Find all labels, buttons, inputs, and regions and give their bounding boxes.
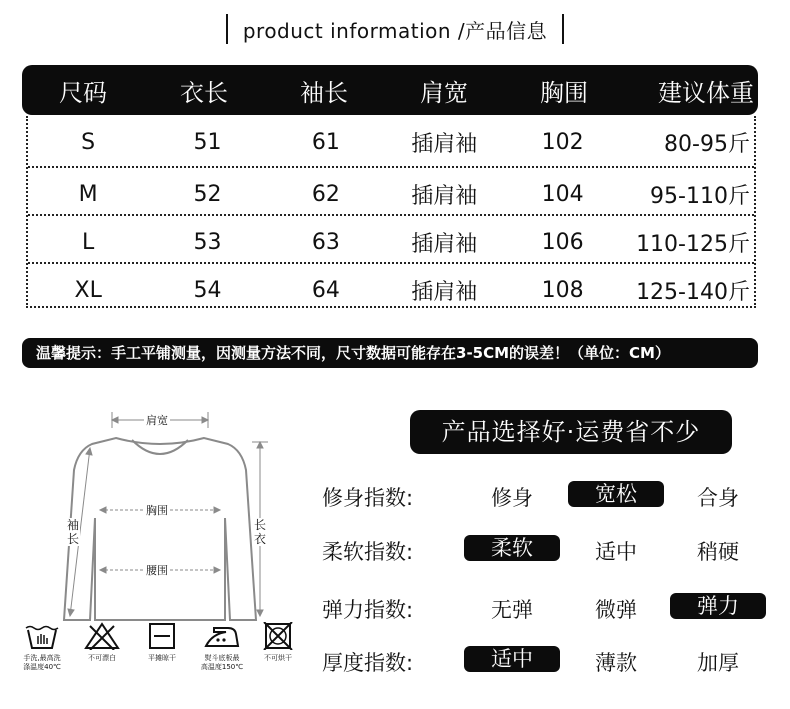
cell-chest: 104 <box>541 181 584 207</box>
cell-size: XL <box>74 277 102 303</box>
row-divider <box>28 166 754 168</box>
section-title <box>0 14 790 50</box>
sleeve-label: 袖长 <box>66 518 79 546</box>
measurement-diagram <box>20 398 310 628</box>
measurement-note: 温馨提示：手工平铺测量，因测量方法不同，尺寸数据可能存在3-5CM的误差！（单位：CM） <box>22 338 758 368</box>
header-shoulder: 肩宽 <box>420 78 468 107</box>
line-dry-icon <box>144 622 180 650</box>
cell-sleeve: 64 <box>311 277 340 303</box>
cell-shoulder: 插肩袖 <box>411 279 478 305</box>
option-no-stretch: 无弹 <box>491 598 533 622</box>
care-caption: 手洗,最高洗 涤温度40℃ <box>23 654 61 671</box>
table-row <box>28 266 754 314</box>
cell-chest: 102 <box>541 129 584 155</box>
care-caption: 不可烘干 <box>264 654 292 662</box>
size-table-header <box>22 65 758 115</box>
option-stretch-selected: 弹力 <box>670 593 766 619</box>
header-length: 衣长 <box>180 78 228 107</box>
elasticity-index-label: 弹力指数: <box>322 598 414 622</box>
title-text: product information /产品信息 <box>242 18 548 43</box>
cell-shoulder: 插肩袖 <box>411 231 478 257</box>
title-right-bar <box>562 14 564 44</box>
table-row <box>28 118 754 166</box>
table-row <box>28 218 754 266</box>
cell-chest: 108 <box>541 277 584 303</box>
no-tumble-dry-icon <box>260 622 296 650</box>
elasticity-index-row <box>322 590 772 624</box>
hand-wash-icon <box>24 622 60 650</box>
cell-size: L <box>82 229 95 255</box>
size-table-body <box>26 116 756 308</box>
table-row <box>28 170 754 218</box>
cell-sleeve: 62 <box>311 181 340 207</box>
cell-sleeve: 63 <box>311 229 340 255</box>
header-weight: 建议体重 <box>658 78 754 107</box>
option-medium: 适中 <box>595 540 637 564</box>
care-no-bleach <box>74 622 130 663</box>
header-sleeve: 袖长 <box>300 78 348 107</box>
option-slim: 修身 <box>491 486 533 510</box>
cell-sleeve: 61 <box>311 129 340 155</box>
care-iron <box>194 622 250 672</box>
care-hand-wash <box>14 622 70 672</box>
cell-weight: 80-95斤 <box>664 131 750 157</box>
shoulder-label: 肩宽 <box>146 414 168 427</box>
option-thin: 薄款 <box>595 651 637 675</box>
care-caption: 熨斗底板最 高温度150℃ <box>200 654 244 671</box>
cell-weight: 125-140斤 <box>636 279 750 305</box>
thickness-index-label: 厚度指数: <box>322 651 414 675</box>
thickness-index-row <box>322 643 772 677</box>
no-bleach-icon <box>84 622 120 650</box>
care-line-dry <box>134 622 190 663</box>
fit-index-label: 修身指数: <box>322 486 414 510</box>
option-thick: 加厚 <box>697 651 739 675</box>
option-firm: 稍硬 <box>697 540 739 564</box>
softness-index-row <box>322 532 772 566</box>
option-soft-selected: 柔软 <box>464 535 560 561</box>
care-caption: 平摊晾干 <box>148 654 176 662</box>
fit-index-row <box>322 478 772 512</box>
softness-index-label: 柔软指数: <box>322 540 414 564</box>
care-caption: 不可漂白 <box>88 654 116 662</box>
header-size: 尺码 <box>59 78 107 107</box>
cell-length: 54 <box>193 277 222 303</box>
waist-label: 腰围 <box>146 564 168 577</box>
title-left-bar <box>226 14 228 44</box>
chest-label: 胸围 <box>146 504 168 517</box>
cell-weight: 110-125斤 <box>636 231 750 257</box>
header-chest: 胸围 <box>540 78 588 107</box>
option-medium-selected: 适中 <box>464 646 560 672</box>
cell-chest: 106 <box>541 229 584 255</box>
cell-length: 53 <box>193 229 222 255</box>
iron-icon <box>202 622 242 650</box>
cell-length: 51 <box>193 129 222 155</box>
cell-shoulder: 插肩袖 <box>411 131 478 157</box>
option-loose-selected: 宽松 <box>568 481 664 507</box>
option-slight-stretch: 微弹 <box>595 598 637 622</box>
care-no-tumble-dry <box>250 622 306 663</box>
row-divider <box>28 214 754 216</box>
cell-size: S <box>81 129 96 155</box>
length-label: 长衣 <box>253 518 266 546</box>
cell-shoulder: 插肩袖 <box>411 183 478 209</box>
row-divider <box>28 262 754 264</box>
cell-weight: 95-110斤 <box>650 183 750 209</box>
feature-title: 产品选择好·运费省不少 <box>410 410 732 454</box>
option-regular: 合身 <box>697 486 739 510</box>
cell-size: M <box>78 181 98 207</box>
cell-length: 52 <box>193 181 222 207</box>
